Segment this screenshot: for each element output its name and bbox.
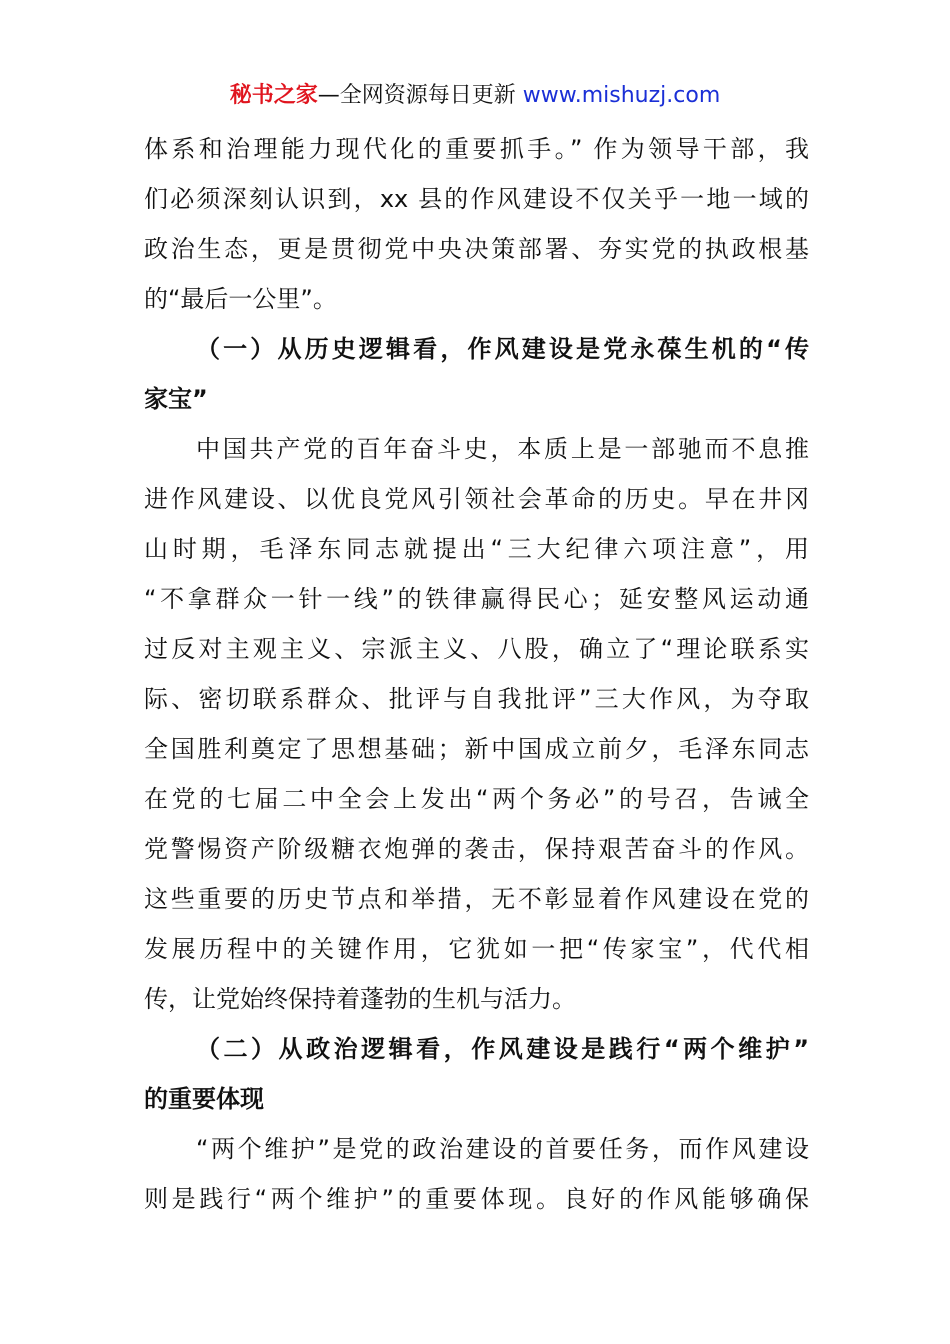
section-heading-1-cont: 家宝” <box>144 385 208 413</box>
section-heading-2: （二）从政治逻辑看，作风建设是践行“两个维护” <box>196 1035 809 1063</box>
section-heading-1: （一）从历史逻辑看，作风建设是党永葆生机的“传 <box>196 335 809 363</box>
body-line: 体系和治理能力现代化的重要抓手。” 作为领导干部，我 <box>144 135 809 163</box>
body-line: 传，让党始终保持着蓬勃的生机与活力。 <box>144 985 576 1013</box>
document-body <box>144 124 809 1224</box>
body-line: 则是践行“两个维护”的重要体现。良好的作风能够确保 <box>144 1185 809 1213</box>
body-line: 中国共产党的百年奋斗史，本质上是一部驰而不息推 <box>196 435 809 463</box>
body-line: 们必须深刻认识到，xx 县的作风建设不仅关乎一地一域的 <box>144 185 809 213</box>
page-header <box>0 80 950 112</box>
body-line: 这些重要的历史节点和举措，无不彰显着作风建设在党的 <box>144 885 809 913</box>
header-url-link[interactable]: www.mishuzj.com <box>522 83 721 108</box>
body-line: 发展历程中的关键作用，它犹如一把“传家宝”，代代相 <box>144 935 809 963</box>
body-line: 际、密切联系群众、批评与自我批评”三大作风，为夺取 <box>144 685 809 713</box>
header-tagline: —全网资源每日更新 <box>317 83 516 108</box>
body-line: 过反对主观主义、宗派主义、八股，确立了“理论联系实 <box>144 635 809 663</box>
body-line: “不拿群众一针一线”的铁律赢得民心；延安整风运动通 <box>144 585 809 613</box>
section-heading-2-cont: 的重要体现 <box>144 1085 264 1113</box>
body-line: 的“最后一公里”。 <box>144 285 337 313</box>
body-line: 进作风建设、以优良党风引领社会革命的历史。早在井冈 <box>144 485 809 513</box>
body-line: “两个维护”是党的政治建设的首要任务，而作风建设 <box>196 1135 809 1163</box>
header-brand: 秘书之家 <box>229 83 318 108</box>
body-line: 全国胜利奠定了思想基础；新中国成立前夕，毛泽东同志 <box>144 735 809 763</box>
body-line: 山时期，毛泽东同志就提出“三大纪律六项注意”，用 <box>144 535 809 563</box>
body-line: 政治生态，更是贯彻党中央决策部署、夯实党的执政根基 <box>144 235 809 263</box>
body-line: 在党的七届二中全会上发出“两个务必”的号召，告诫全 <box>144 785 809 813</box>
body-line: 党警惕资产阶级糖衣炮弹的袭击，保持艰苦奋斗的作风。 <box>144 835 809 863</box>
